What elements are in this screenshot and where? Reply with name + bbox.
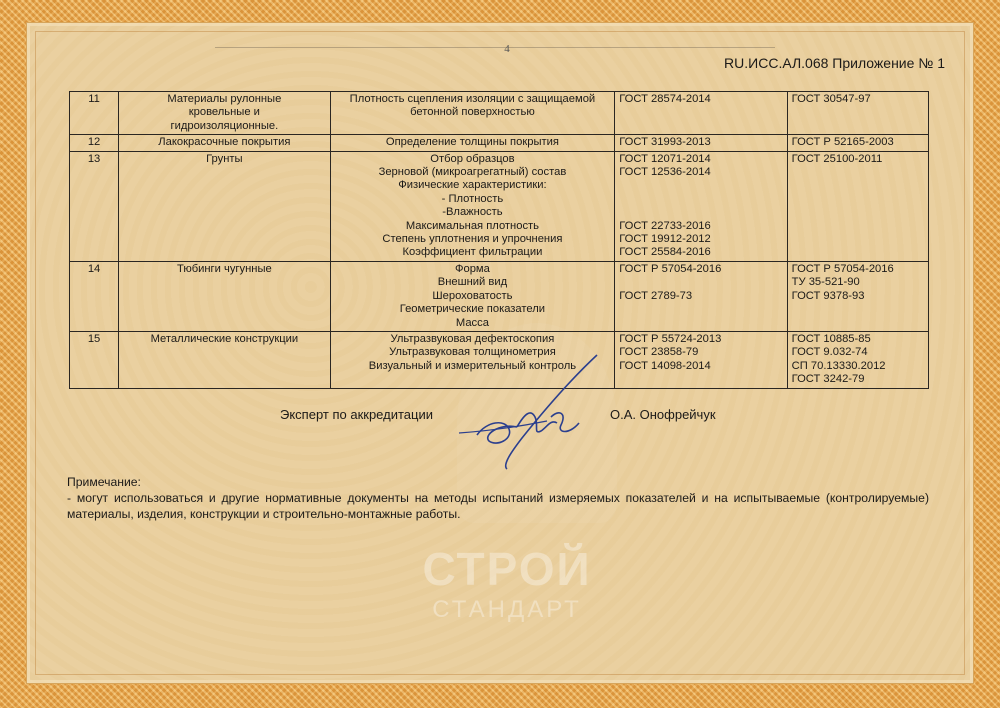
test-methods-line: ГОСТ 23858-79 xyxy=(619,346,699,359)
characteristics-line: Визуальный и измерительный контроль xyxy=(368,359,577,372)
normative-documents-line: ТУ 35-521-90 xyxy=(791,276,860,289)
test-methods-cell xyxy=(615,261,787,331)
test-methods-cell xyxy=(615,135,787,151)
test-methods-line: ГОСТ 25584-2016 xyxy=(619,246,711,259)
test-methods-line xyxy=(619,179,782,192)
document-reference: RU.ИСС.АЛ.068 Приложение № 1 xyxy=(724,55,945,71)
test-object-line: Тюбинги чугунные xyxy=(176,262,272,275)
test-object-cell xyxy=(119,92,330,135)
test-methods-line: ГОСТ Р 55724-2013 xyxy=(619,332,722,345)
test-methods-line xyxy=(619,276,782,289)
row-number-cell: 13 xyxy=(70,151,119,261)
normative-documents-cell xyxy=(787,135,928,151)
characteristics-cell xyxy=(330,261,615,331)
expert-label: Эксперт по аккредитации xyxy=(280,407,433,422)
characteristics-line: Ультразвуковая дефектоскопия xyxy=(390,332,555,345)
table-row xyxy=(70,261,929,331)
row-number-cell: 12 xyxy=(70,135,119,151)
characteristics-line: Физические характеристики: xyxy=(398,179,547,192)
characteristics-line: Коэффициент фильтрации xyxy=(402,246,543,259)
characteristics-line: Отбор образцов xyxy=(430,152,515,165)
test-object-line: гидроизоляционные. xyxy=(170,119,279,132)
note-title: Примечание: xyxy=(67,475,141,489)
normative-documents-line: ГОСТ 3242-79 xyxy=(791,373,865,386)
test-methods-cell xyxy=(615,151,787,261)
test-methods-line: ГОСТ 28574-2014 xyxy=(619,93,711,105)
characteristics-line: Определение толщины покрытия xyxy=(385,136,559,149)
test-methods-line: ГОСТ 19912-2012 xyxy=(619,233,711,246)
expert-name: О.А. Онофрейчук xyxy=(610,407,716,422)
table-row xyxy=(70,92,929,135)
characteristics-line: Зерновой (микроагрегатный) состав xyxy=(378,166,567,179)
test-methods-line: ГОСТ 22733-2016 xyxy=(619,219,711,232)
normative-documents-cell xyxy=(787,92,928,135)
test-methods-cell xyxy=(615,92,787,135)
watermark-line1: СТРОЙ xyxy=(422,543,592,595)
characteristics-line: Плотность сцепления изоляции с защищаемой xyxy=(349,93,596,105)
test-object-cell xyxy=(119,135,330,151)
test-methods-cell xyxy=(615,331,787,388)
characteristics-line: Внешний вид xyxy=(437,276,508,289)
test-methods-line: ГОСТ Р 57054-2016 xyxy=(619,262,722,275)
table-row xyxy=(70,151,929,261)
characteristics-line: бетонной поверхностью xyxy=(410,106,535,119)
test-object-cell xyxy=(119,261,330,331)
test-object-line: кровельные и xyxy=(188,106,260,119)
test-object-line: Материалы рулонные xyxy=(167,93,282,105)
characteristics-line: Шероховатость xyxy=(432,289,513,302)
test-object-line: Лакокрасочные покрытия xyxy=(158,136,291,149)
characteristics-line: Форма xyxy=(454,262,490,275)
characteristics-cell xyxy=(330,151,615,261)
test-methods-line: ГОСТ 31993-2013 xyxy=(619,136,711,149)
test-object-cell xyxy=(119,151,330,261)
characteristics-cell xyxy=(330,135,615,151)
normative-documents-line: ГОСТ 9.032-74 xyxy=(791,346,868,359)
row-number-cell: 11 xyxy=(70,92,119,135)
watermark-line2: СТАНДАРТ xyxy=(432,596,582,623)
characteristics-cell xyxy=(330,92,615,135)
test-methods-line: ГОСТ 12536-2014 xyxy=(619,166,711,179)
normative-documents-cell xyxy=(787,261,928,331)
characteristics-line: Геометрические показатели xyxy=(399,303,546,316)
document-sheet xyxy=(26,22,974,684)
test-object-line: Металлические конструкции xyxy=(150,332,299,345)
test-methods-line xyxy=(619,206,782,219)
normative-documents-line: ГОСТ 10885-85 xyxy=(791,332,871,345)
note-text: - могут использоваться и другие нормативные документы на методы испытаний измеряемых показателей и на испытываемые (контролируемые) материалы, изделия, конструкции и строительно-монтажные работы. xyxy=(67,491,929,521)
page-number-line xyxy=(215,47,775,48)
characteristics-line: Ультразвуковая толщинометрия xyxy=(389,346,556,359)
characteristics-line: -Влажность xyxy=(442,206,503,219)
test-methods-line: ГОСТ 14098-2014 xyxy=(619,359,711,372)
normative-documents-cell xyxy=(787,331,928,388)
test-methods-line: ГОСТ 2789-73 xyxy=(619,289,693,302)
watermark xyxy=(387,543,627,663)
normative-documents-line: ГОСТ 9378-93 xyxy=(791,289,865,302)
normative-documents-line: ГОСТ Р 57054-2016 xyxy=(791,262,894,275)
characteristics-line: - Плотность xyxy=(441,192,504,205)
page-number: 4 xyxy=(504,43,510,55)
row-number-cell: 14 xyxy=(70,261,119,331)
signature-icon xyxy=(447,343,627,473)
normative-documents-line: ГОСТ 25100-2011 xyxy=(791,152,883,165)
test-object-line: Грунты xyxy=(206,152,243,165)
normative-documents-line: ГОСТ Р 52165-2003 xyxy=(791,136,894,149)
table-row xyxy=(70,135,929,151)
normative-documents-line: СП 70.13330.2012 xyxy=(791,359,886,372)
characteristics-line: Степень уплотнения и упрочнения xyxy=(382,233,563,246)
test-object-cell xyxy=(119,331,330,388)
characteristics-line: Масса xyxy=(455,316,489,329)
normative-documents-line: ГОСТ 30547-97 xyxy=(791,93,871,105)
characteristics-line: Максимальная плотность xyxy=(405,219,539,232)
row-number-cell: 15 xyxy=(70,331,119,388)
test-methods-line xyxy=(619,193,782,206)
test-methods-line: ГОСТ 12071-2014 xyxy=(619,152,711,165)
normative-documents-cell xyxy=(787,151,928,261)
